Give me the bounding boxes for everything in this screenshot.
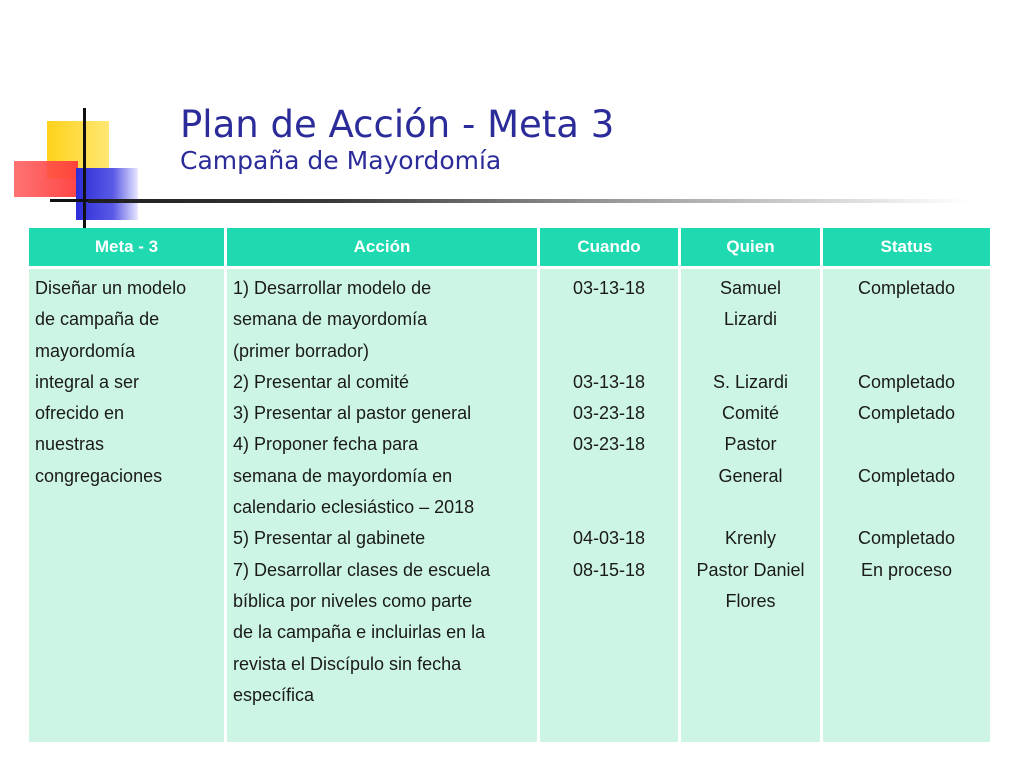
accion-line: semana de mayordomía [233,309,428,330]
status-line: Completado [857,371,956,392]
cell-meta [28,268,226,743]
meta-line: nuestras [35,434,105,455]
quien-line: Comité [721,403,779,424]
title-divider [88,199,968,203]
accion-line: semana de mayordomía en [233,465,453,486]
accion-line: 3) Presentar al pastor general [233,403,472,424]
accion-line: 4) Proponer fecha para [233,434,419,455]
meta-line: Diseñar un modelo [35,278,187,298]
status-line: En proceso [860,559,953,580]
action-plan-table [26,228,993,742]
cell-status [822,268,992,743]
cell-accion [226,268,539,743]
accion-line: 5) Presentar al gabinete [233,528,426,549]
accion-line: calendario eclesiástico – 2018 [233,497,475,518]
cuando-line: 04-03-18 [572,528,646,549]
cuando-line [546,336,672,367]
quien-line: Samuel [719,278,782,298]
cuando-line [546,304,672,335]
cell-quien [680,268,822,743]
quien-line: Krenly [724,528,777,549]
status-line: Completado [857,528,956,549]
status-line: Completado [857,465,956,486]
status-line: Completado [857,278,956,298]
quien-line: Flores [725,590,776,611]
accion-line: (primer borrador) [233,340,370,361]
quien-line: Lizardi [723,309,778,330]
meta-line: ofrecido en [35,403,125,424]
meta-line: de campaña de [35,309,160,330]
accion-line: bíblica por niveles como parte [233,590,473,611]
header-meta: Meta - 3 [28,228,226,268]
cuando-line [546,492,672,523]
cuando-line: 03-13-18 [572,371,646,392]
cuando-line: 03-13-18 [572,278,646,298]
accion-line: 7) Desarrollar clases de escuela [233,559,491,580]
status-line [829,492,984,523]
meta-line: integral a ser [35,371,140,392]
header-quien: Quien [680,228,822,268]
status-line [829,429,984,460]
table-header-row [28,228,992,268]
quien-line: S. Lizardi [712,371,789,392]
accion-line: 2) Presentar al comité [233,371,410,392]
cuando-line: 03-23-18 [572,434,646,455]
cuando-line: 08-15-18 [572,559,646,580]
quien-line: General [718,465,783,486]
cell-cuando [539,268,680,743]
meta-line: mayordomía [35,340,136,361]
meta-line: congregaciones [35,465,163,486]
accion-line: específica [233,684,315,705]
slide-subtitle: Campaña de Mayordomía [180,146,502,175]
quien-line [687,336,814,367]
accion-line: de la campaña e incluirlas en la [233,622,486,643]
status-line [829,336,984,367]
quien-line: Pastor [724,434,777,455]
header-accion: Acción [226,228,539,268]
cuando-line: 03-23-18 [572,403,646,424]
status-line: Completado [857,403,956,424]
slide-title: Plan de Acción - Meta 3 [180,103,615,146]
cuando-line [546,461,672,492]
header-cuando: Cuando [539,228,680,268]
quien-line: Pastor Daniel [696,559,805,580]
accion-line: revista el Discípulo sin fecha [233,653,462,674]
header-status: Status [822,228,992,268]
status-line [829,304,984,335]
table-row [28,268,992,743]
accion-line: 1) Desarrollar modelo de [233,278,432,298]
quien-line [687,492,814,523]
